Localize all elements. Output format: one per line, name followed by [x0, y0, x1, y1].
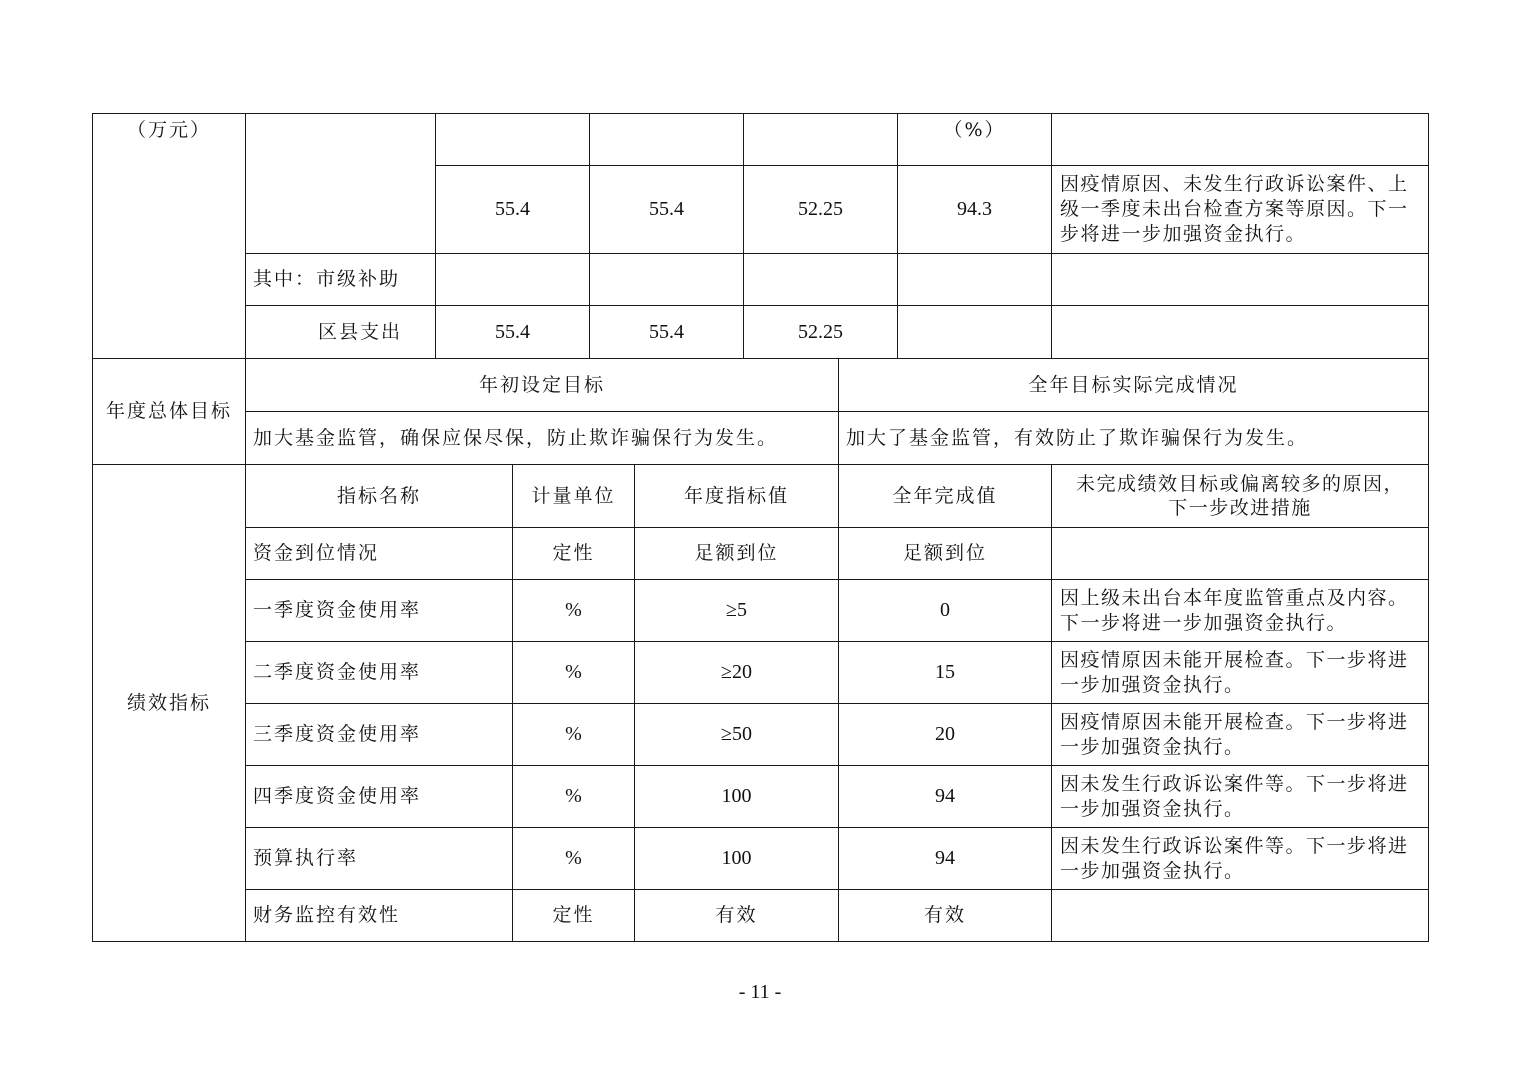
table-row-actual: 94: [838, 765, 1051, 827]
table-row-reason: 因疫情原因未能开展检查。下一步将进一步加强资金执行。: [1051, 703, 1429, 765]
budget-total-note: 因疫情原因、未发生行政诉讼案件、上级一季度未出台检查方案等原因。下一步将进一步加强资金执行。: [1051, 165, 1429, 253]
table-row-reason: [1051, 527, 1429, 579]
table-row-unit: %: [512, 765, 634, 827]
budget-city-b: [589, 253, 743, 305]
table-row-name: 资金到位情况: [245, 527, 512, 579]
table-row-unit: %: [512, 579, 634, 641]
table-row-unit: 定性: [512, 527, 634, 579]
budget-city-a: [435, 253, 589, 305]
budget-header-cell: [1051, 113, 1429, 165]
goal-actual-text: 加大了基金监管，有效防止了欺诈骗保行为发生。: [838, 411, 1429, 464]
table-row-name: 三季度资金使用率: [245, 703, 512, 765]
budget-district-b: 55.4: [589, 305, 743, 358]
table-row-target: ≥50: [634, 703, 838, 765]
goal-section-label: 年度总体目标: [92, 358, 245, 464]
budget-pct-label: （%）: [897, 113, 1051, 165]
table-row-actual: 15: [838, 641, 1051, 703]
perf-header-reason-line2: 下一步改进措施: [1168, 497, 1312, 519]
perf-header-reason: [1051, 464, 1429, 527]
budget-district-a: 55.4: [435, 305, 589, 358]
table-row-reason: 因未发生行政诉讼案件等。下一步将进一步加强资金执行。: [1051, 765, 1429, 827]
budget-district-c: 52.25: [743, 305, 897, 358]
table-row-actual: 0: [838, 579, 1051, 641]
budget-total-a: 55.4: [435, 165, 589, 253]
table-row-unit: %: [512, 827, 634, 889]
goal-actual-header: 全年目标实际完成情况: [838, 358, 1429, 411]
table-row-target: ≥5: [634, 579, 838, 641]
table-row-target: ≥20: [634, 641, 838, 703]
table-row-target: 100: [634, 827, 838, 889]
budget-total-label: [245, 113, 435, 253]
table-row-actual: 94: [838, 827, 1051, 889]
perf-header-actual: 全年完成值: [838, 464, 1051, 527]
table-row-actual: 足额到位: [838, 527, 1051, 579]
table-row-reason: [1051, 889, 1429, 942]
table-row-reason: 因未发生行政诉讼案件等。下一步将进一步加强资金执行。: [1051, 827, 1429, 889]
table-row-target: 足额到位: [634, 527, 838, 579]
table-row-name: 四季度资金使用率: [245, 765, 512, 827]
goal-set-header: 年初设定目标: [245, 358, 838, 411]
table-row-reason: 因疫情原因未能开展检查。下一步将进一步加强资金执行。: [1051, 641, 1429, 703]
budget-city-rate: [897, 253, 1051, 305]
budget-city-label: 其中：市级补助: [245, 253, 435, 305]
budget-district-note: [1051, 305, 1429, 358]
budget-city-c: [743, 253, 897, 305]
table-row-name: 财务监控有效性: [245, 889, 512, 942]
table-row-name: 二季度资金使用率: [245, 641, 512, 703]
performance-table: [92, 113, 1429, 942]
budget-total-b: 55.4: [589, 165, 743, 253]
budget-unit-label: （万元）: [92, 113, 245, 358]
table-row-target: 有效: [634, 889, 838, 942]
budget-header-cell: [743, 113, 897, 165]
page-number: - 11 -: [738, 981, 782, 1003]
table-row-actual: 20: [838, 703, 1051, 765]
table-row-reason: 因上级未出台本年度监管重点及内容。下一步将进一步加强资金执行。: [1051, 579, 1429, 641]
table-row-name: 一季度资金使用率: [245, 579, 512, 641]
table-row-unit: 定性: [512, 889, 634, 942]
budget-header-cell: [589, 113, 743, 165]
perf-header-name: 指标名称: [245, 464, 512, 527]
budget-total-c: 52.25: [743, 165, 897, 253]
table-row-actual: 有效: [838, 889, 1051, 942]
perf-section-label: 绩效指标: [92, 464, 245, 942]
perf-header-reason-line1: 未完成绩效目标或偏离较多的原因，: [1075, 473, 1404, 495]
perf-header-target: 年度指标值: [634, 464, 838, 527]
budget-district-label: 区县支出: [245, 305, 435, 358]
table-row-name: 预算执行率: [245, 827, 512, 889]
budget-header-cell: [435, 113, 589, 165]
table-row-target: 100: [634, 765, 838, 827]
goal-set-text: 加大基金监管，确保应保尽保，防止欺诈骗保行为发生。: [245, 411, 838, 464]
budget-district-rate: [897, 305, 1051, 358]
table-row-unit: %: [512, 641, 634, 703]
budget-total-rate: 94.3: [897, 165, 1051, 253]
budget-city-note: [1051, 253, 1429, 305]
table-row-unit: %: [512, 703, 634, 765]
perf-header-unit: 计量单位: [512, 464, 634, 527]
